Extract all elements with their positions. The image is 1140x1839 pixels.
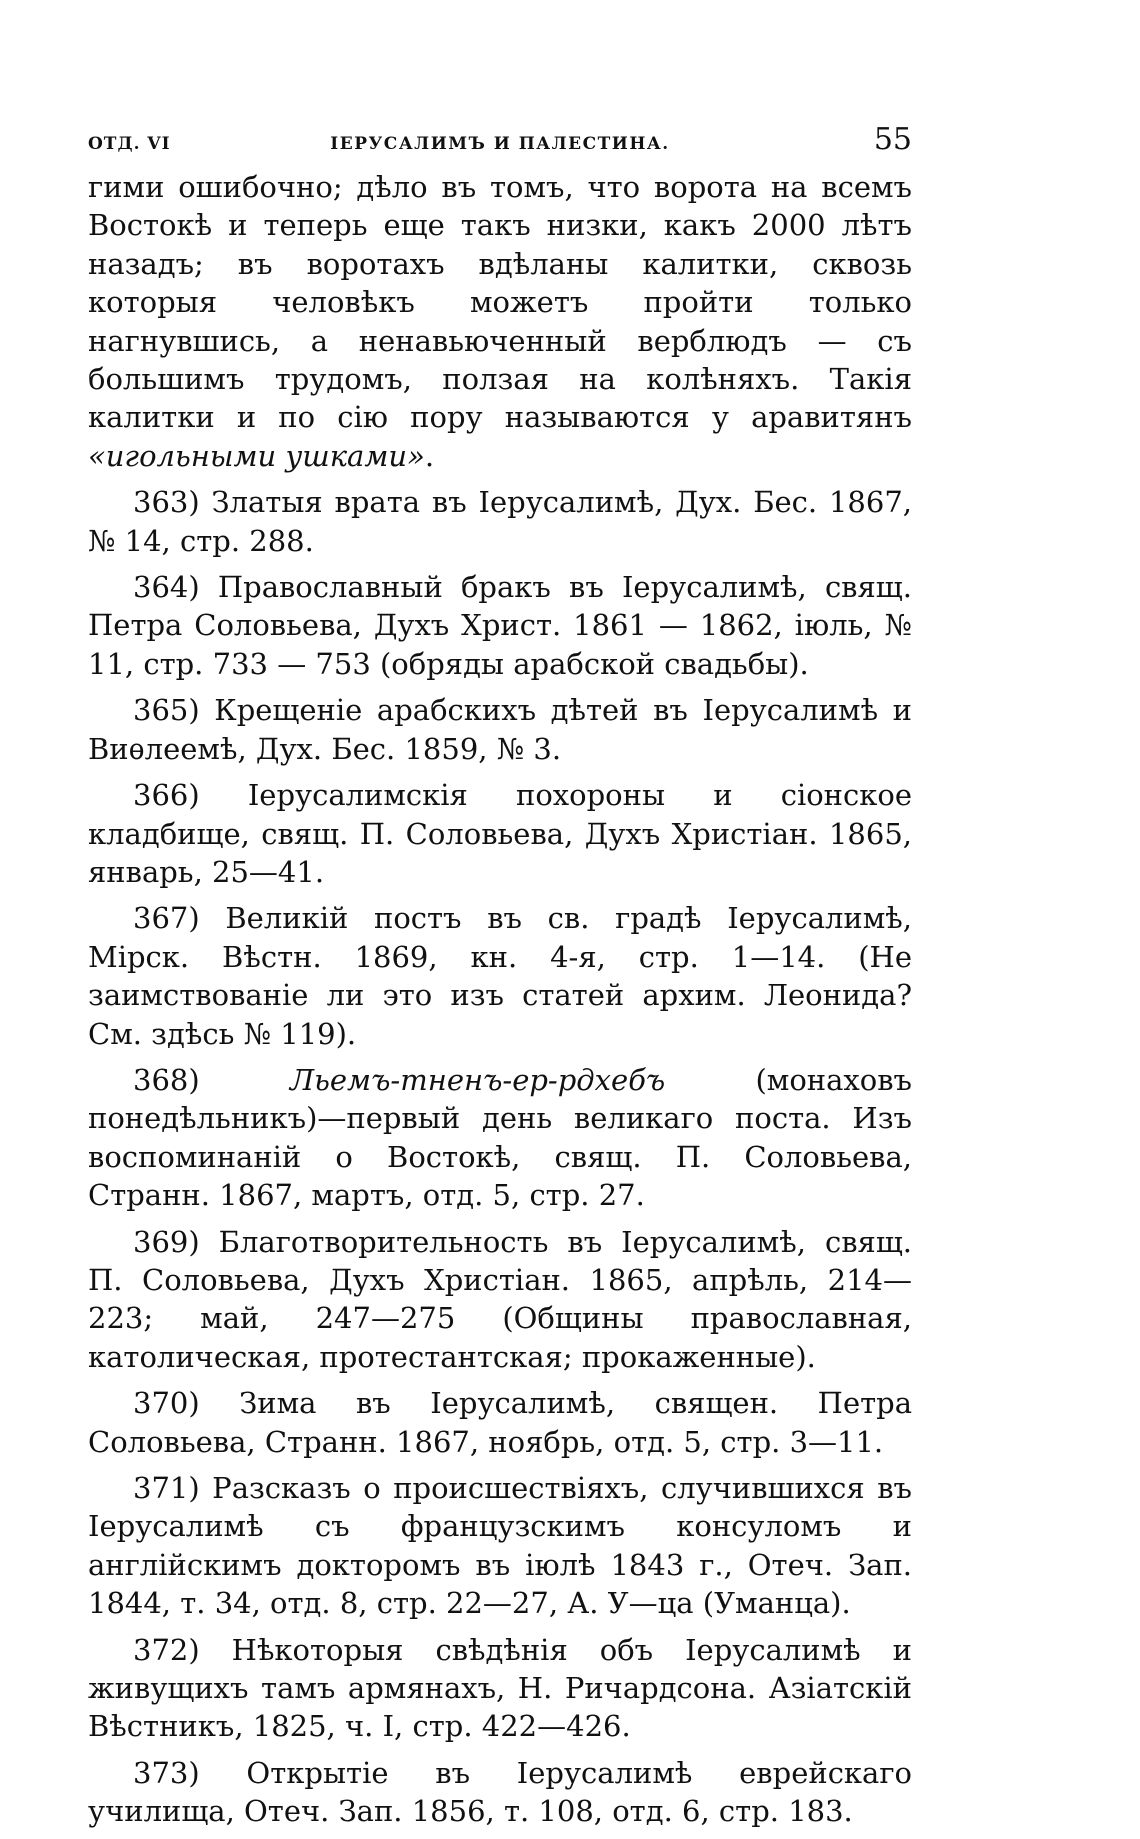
entry-365: 365) Крещенiе арабскихъ дѣтей въ Iерусалимѣ и Виѳлеемѣ, Дух. Бес. 1859, № 3.	[88, 693, 912, 766]
running-header	[88, 118, 912, 158]
entry-368-rest: (монаховъ понедѣльникъ)—первый день великаго поста. Изъ воспоминанiй о Востокѣ, свящ. П. Соловьева, Странн. 1867, мартъ, отд. 5, стр. 27.	[88, 1062, 912, 1213]
entry-369: 369) Благотворительность въ Iерусалимѣ, свящ. П. Соловьева, Духъ Христiан. 1865, апрѣль, 214—223; май, 247—275 (Общины православная, католическая, протестантская; прокаженные).	[88, 1224, 912, 1374]
entry-372: 372) Нѣкоторыя свѣдѣнiя объ Iерусалимѣ и живущихъ тамъ армянахъ, Н. Ричардсона. Азiатскiй Вѣстникъ, 1825, ч. I, стр. 422—426.	[88, 1632, 912, 1744]
entry-368	[88, 1061, 912, 1215]
entry-371: 371) Разсказъ о происшествiяхъ, случившихся въ Iерусалимѣ съ французскимъ консуломъ и англiйскимъ докторомъ въ iюлѣ 1843 г., Отеч. Зап. 1844, т. 34, отд. 8, стр. 22—27, А. У—ца (Уманца).	[88, 1471, 912, 1621]
entry-373: 373) Открытiе въ Iерусалимѣ еврейскаго училища, Отеч. Зап. 1856, т. 108, отд. 6, стр. 183.	[88, 1755, 912, 1829]
entry-364: 364) Православный бракъ въ Iерусалимѣ, свящ. Петра Соловьева, Духъ Христ. 1861 — 1862, iюль, № 11, стр. 733 — 753 (обряды арабской свадьбы).	[88, 570, 912, 681]
continuation-paragraph	[88, 168, 912, 475]
running-title: IЕРУСАЛИМЪ И ПАЛЕСТИНА.	[330, 134, 670, 154]
entry-368-number: 368)	[133, 1062, 290, 1097]
page-body	[88, 168, 912, 1839]
entry-368-title: Льемъ-тненъ-ер-рдхебъ	[289, 1062, 666, 1097]
section-label: ОТД. VI	[88, 134, 171, 154]
continuation-end: .	[424, 438, 435, 473]
continuation-text: гими ошибочно; дѣло въ томъ, что ворота на всемъ Востокѣ и теперь еще такъ низки, какъ 2000 лѣтъ назадъ; въ воротахъ вдѣланы калитки, сквозь которыя человѣкъ можетъ пройти только нагнувшись, а ненавьюченный верблюдъ — съ большимъ трудомъ, ползая на колѣняхъ. Такія калитки и по сію пору называются у аравитянъ	[88, 170, 912, 435]
page-number: 55	[873, 122, 912, 157]
book-page	[88, 0, 912, 1829]
entry-363: 363) Златыя врата въ Iерусалимѣ, Дух. Бес. 1867, № 14, стр. 288.	[88, 485, 912, 558]
entry-370: 370) Зима въ Iерусалимѣ, священ. Петра Соловьева, Странн. 1867, ноябрь, отд. 5, стр. 3—11.	[88, 1386, 912, 1459]
continuation-emphasis: «игольными ушками»	[88, 438, 425, 473]
entry-366: 366) Iерусалимскiя похороны и сiонское кладбище, свящ. П. Соловьева, Духъ Христiан. 1865, январь, 25—41.	[88, 778, 912, 889]
entry-367: 367) Великiй постъ въ св. градѣ Iерусалимѣ, Мiрск. Вѣстн. 1869, кн. 4-я, стр. 1—14. (Не заимствованiе ли это изъ статей архим. Леонида? См. здѣсь № 119).	[88, 901, 912, 1051]
